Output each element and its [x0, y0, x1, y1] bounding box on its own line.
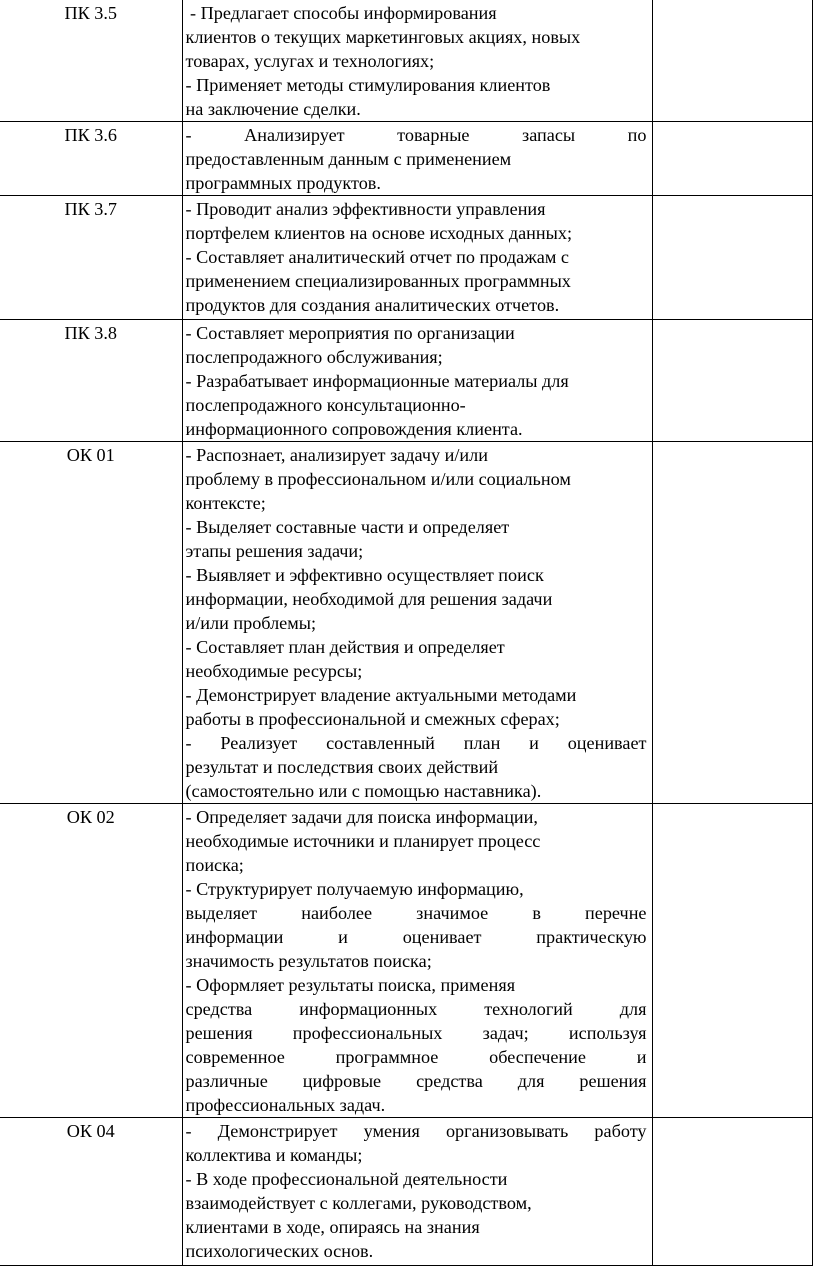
description-line: - Распознает, анализирует задачу и/или — [185, 445, 488, 465]
description-line: необходимые источники и планирует процесс — [185, 831, 541, 851]
table-row — [0, 442, 812, 804]
table-row — [0, 1118, 812, 1266]
description-line: средства информационных технологий для — [185, 999, 647, 1019]
description-line: профессиональных задач. — [185, 1095, 386, 1115]
description-line: - Демонстрирует умения организовывать работу — [185, 1121, 647, 1141]
description-line: необходимые ресурсы; — [185, 661, 363, 681]
description-line: решения профессиональных задач; используя — [185, 1023, 647, 1043]
description-line: - Демонстрирует владение актуальными методами — [185, 685, 577, 705]
empty-cell — [652, 1118, 812, 1266]
competency-code: ПК 3.8 — [0, 320, 182, 442]
competency-description — [182, 804, 652, 1118]
description-line: применением специализированных программных — [185, 271, 571, 291]
description-line: - Оформляет результаты поиска, применяя — [185, 975, 516, 995]
empty-cell — [652, 804, 812, 1118]
competency-description — [182, 196, 652, 320]
description-line: - Составляет мероприятия по организации — [185, 323, 515, 343]
description-line: - Выявляет и эффективно осуществляет поиск — [185, 565, 544, 585]
competency-code: ПК 3.5 — [0, 0, 182, 122]
empty-cell — [652, 442, 812, 804]
description-line: клиентами в ходе, опираясь на знания — [185, 1217, 480, 1237]
competency-description — [182, 1118, 652, 1266]
description-line: клиентов о текущих маркетинговых акциях, новых — [185, 27, 581, 47]
description-line: значимость результатов поиска; — [185, 951, 432, 971]
description-line: взаимодействует с коллегами, руководством, — [185, 1193, 532, 1213]
description-line: - Структурирует получаемую информацию, — [185, 879, 524, 899]
description-line: - Реализует составленный план и оценивает — [185, 733, 647, 753]
empty-cell — [652, 320, 812, 442]
competency-description — [182, 122, 652, 196]
competency-code: ПК 3.6 — [0, 122, 182, 196]
description-line: послепродажного обслуживания; — [185, 347, 443, 367]
competency-description — [182, 0, 652, 122]
description-line: товарах, услугах и технологиях; — [185, 51, 435, 71]
description-line: различные цифровые средства для решения — [185, 1071, 647, 1091]
description-line: - Проводит анализ эффективности управления — [185, 199, 546, 219]
description-line: программных продуктов. — [185, 173, 381, 193]
table-row — [0, 320, 812, 442]
description-line: контексте; — [185, 493, 266, 513]
description-line: современное программное обеспечение и — [185, 1047, 647, 1067]
description-line: послепродажного консультационно- — [185, 395, 466, 415]
description-line: (самостоятельно или с помощью наставника). — [185, 781, 542, 801]
description-line: - В ходе профессиональной деятельности — [185, 1169, 508, 1189]
description-line: - Анализирует товарные запасы по — [185, 125, 647, 145]
description-line: информации и оценивает практическую — [185, 927, 647, 947]
description-line: продуктов для создания аналитических отчетов. — [185, 295, 560, 315]
description-line: работы в профессиональной и смежных сферах; — [185, 709, 560, 729]
description-line: информации, необходимой для решения задачи — [185, 589, 553, 609]
description-line: - Применяет методы стимулирования клиентов — [185, 75, 551, 95]
description-line: и/или проблемы; — [185, 613, 317, 633]
competency-code: ПК 3.7 — [0, 196, 182, 320]
table-row — [0, 196, 812, 320]
empty-cell — [652, 0, 812, 122]
description-line: выделяет наиболее значимое в перечне — [185, 903, 647, 923]
description-line: поиска; — [185, 855, 244, 875]
description-line: - Составляет план действия и определяет — [185, 637, 505, 657]
description-line: психологических основ. — [185, 1241, 374, 1261]
empty-cell — [652, 122, 812, 196]
competency-code: ОК 04 — [0, 1118, 182, 1266]
table-row — [0, 122, 812, 196]
description-line: - Составляет аналитический отчет по продажам с — [185, 247, 569, 267]
competency-code: ОК 01 — [0, 442, 182, 804]
empty-cell — [652, 196, 812, 320]
description-line: портфелем клиентов на основе исходных данных; — [185, 223, 573, 243]
description-line: этапы решения задачи; — [185, 541, 364, 561]
competency-description — [182, 320, 652, 442]
description-line: на заключение сделки. — [185, 99, 361, 119]
description-line: результат и последствия своих действий — [185, 757, 499, 777]
description-line: - Разрабатывает информационные материалы для — [185, 371, 569, 391]
description-line: предоставленным данным с применением — [185, 149, 512, 169]
table-row — [0, 0, 812, 122]
description-line: - Определяет задачи для поиска информации, — [185, 807, 538, 827]
competency-code: ОК 02 — [0, 804, 182, 1118]
description-line: коллектива и команды; — [185, 1145, 363, 1165]
competency-description — [182, 442, 652, 804]
table-row — [0, 804, 812, 1118]
description-line: информационного сопровождения клиента. — [185, 419, 523, 439]
description-line: - Выделяет составные части и определяет — [185, 517, 510, 537]
description-line: проблему в профессиональном и/или социальном — [185, 469, 571, 489]
description-line: - Предлагает способы информирования — [185, 3, 497, 23]
